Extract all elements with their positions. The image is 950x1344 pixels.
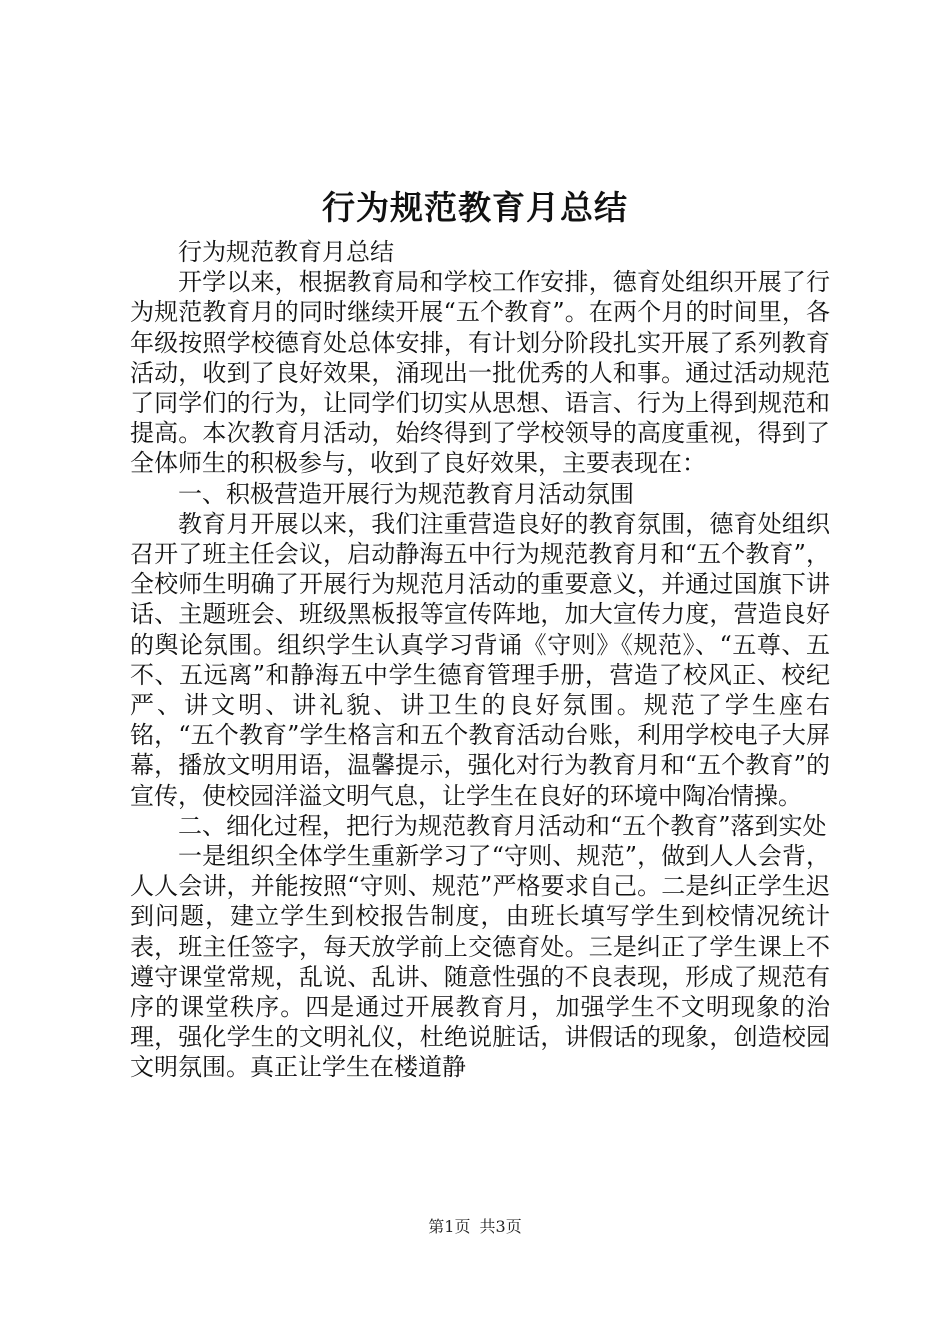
paragraph-intro: 开学以来，根据教育局和学校工作安排，德育处组织开展了行为规范教育月的同时继续开展“五个教育”。在两个月的时间里，各年级按照学校德育处总体安排，有计划分阶段扎实开展了系列教育活动，收到了良好效果，涌现出一批优秀的人和事。通过活动规范了同学们的行为，让同学们切实从思想、语言、行为上得到规范和提高。本次教育月活动，始终得到了学校领导的高度重视，得到了全体师生的积极参与，收到了良好效果，主要表现在： [130,268,830,478]
paragraph-subtitle: 行为规范教育月总结 [178,238,394,266]
paragraph-section-1: 教育月开展以来，我们注重营造良好的教育氛围，德育处组织召开了班主任会议，启动静海五中行为规范教育月和“五个教育”，全校师生明确了开展行为规范月活动的重要意义，并通过国旗下讲话、主题班会、班级黑板报等宣传阵地，加大宣传力度，营造良好的舆论氛围。组织学生认真学习背诵《守则》《规范》、“五尊、五不、五远离”和静海五中学生德育管理手册，营造了校风正、校纪严、讲文明、讲礼貌、讲卫生的良好氛围。规范了学生座右铭，“五个教育”学生格言和五个教育活动台账，利用学校电子大屏幕，播放文明用语，温馨提示，强化对行为教育月和“五个教育”的宣传，使校园洋溢文明气息，让学生在良好的环境中陶冶情操。 [130,509,830,810]
section-heading-2: 二、细化过程，把行为规范教育月活动和“五个教育”落到实处 [178,811,827,840]
page-total: 共3页 [479,1217,522,1236]
document-title: 行为规范教育月总结 [322,188,628,227]
section-heading-1: 一、积极营造开展行为规范教育月活动氛围 [178,479,634,508]
page-footer [0,1216,950,1238]
page-number: 第1页 [428,1217,471,1236]
paragraph-section-2: 一是组织全体学生重新学习了“守则、规范”，做到人人会背，人人会讲，并能按照“守则、规范”严格要求自己。二是纠正学生迟到问题，建立学生到校报告制度，由班长填写学生到校情况统计表，班主任签字，每天放学前上交德育处。三是纠正了学生课上不遵守课堂常规，乱说、乱讲、随意性强的不良表现，形成了规范有序的课堂秩序。四是通过开展教育月，加强学生不文明现象的治理，强化学生的文明礼仪，杜绝说脏话，讲假话的现象，创造校园文明氛围。真正让学生在楼道静 [130,842,830,1082]
document-body [130,237,830,1083]
